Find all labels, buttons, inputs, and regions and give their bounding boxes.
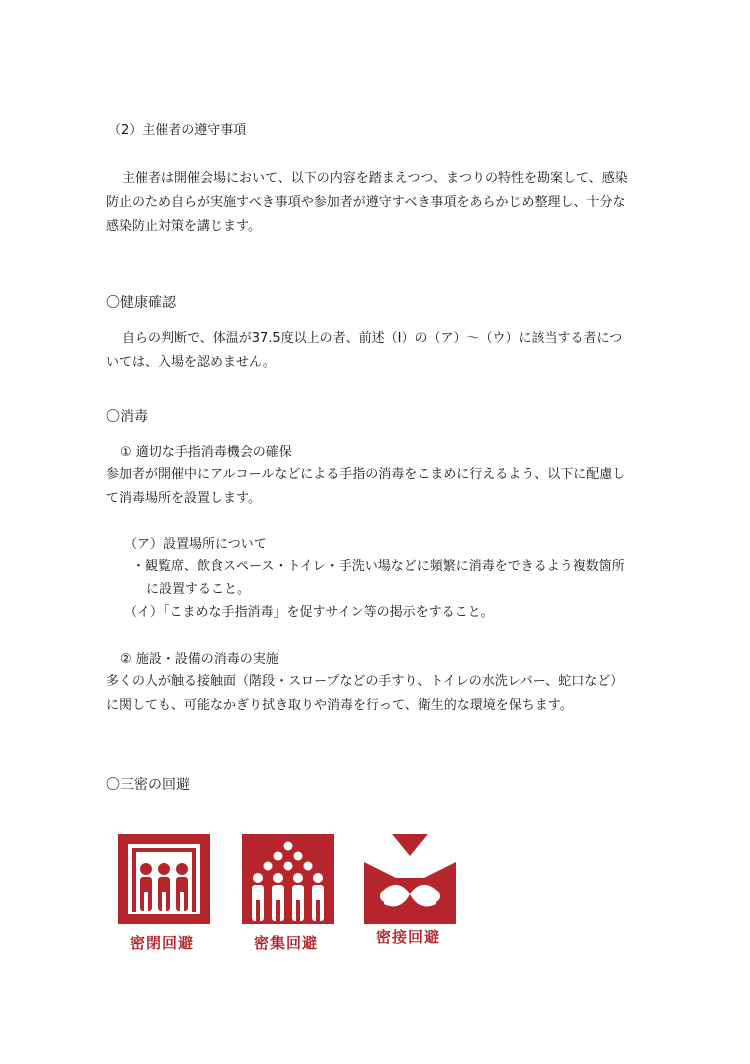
crowded-place-icon [242,834,334,924]
closed-space-label: 密閉回避 [130,934,195,952]
disinfection-sub-a: （ア）設置場所について [124,537,267,552]
disinfection-item2-heading: ② 施設・設備の消毒の実施 [120,652,279,667]
disinfection-item1-line-1: 参加者が開催中にアルコールなどによる手指の消毒をこまめに行えるよう、以下に配慮し [106,467,626,482]
disinfection-sub-i: （イ）「こまめな手指消毒」を促すサイン等の掲示をすること。 [124,605,494,620]
section-title: （2）主催者の遵守事項 [108,123,247,138]
intro-line-3: 感染防止対策を講じます。 [106,219,261,234]
three-cs-heading: 〇三密の回避 [106,777,190,793]
intro-line-2: 防止のため自らが実施すべき事項や参加者が遵守すべき事項をあらかじめ整理し、十分な [106,195,626,210]
intro-line-1: 主催者は開催会場において、以下の内容を踏まえつつ、まつりの特性を勘案して、感染 [122,171,628,186]
crowded-place-label: 密集回避 [254,934,319,952]
health-line-2: いては、入場を認めません。 [106,355,276,370]
disinfection-item2-line-2: に関しても、可能なかぎり拭き取りや消毒を行って、衛生的な環境を保ちます。 [106,698,573,713]
disinfection-item1-line-2: て消毒場所を設置します。 [106,491,261,506]
disinfection-bullet-line-1: ・観覧席、飲食スペース・トイレ・手洗い場などに頻繁に消毒をできるよう複数箇所 [132,559,625,574]
health-line-1: 自らの判断で、体温が37.5度以上の者、前述（Ⅰ）の（ア）～（ウ）に該当する者につ [122,331,623,346]
disinfection-item2-line-1: 多くの人が触る接触面（階段・スロープなどの手すり、トイレの水洗レバー、蛇口など） [106,674,624,689]
close-contact-icon [364,834,456,924]
close-contact-label: 密接回避 [376,928,441,946]
disinfection-heading: 〇消毒 [106,409,148,425]
health-heading: 〇健康確認 [106,295,176,311]
disinfection-item1-heading: ① 適切な手指消毒機会の確保 [120,445,292,460]
closed-space-icon [118,834,210,924]
disinfection-bullet-line-2: に設置すること。 [146,582,251,597]
